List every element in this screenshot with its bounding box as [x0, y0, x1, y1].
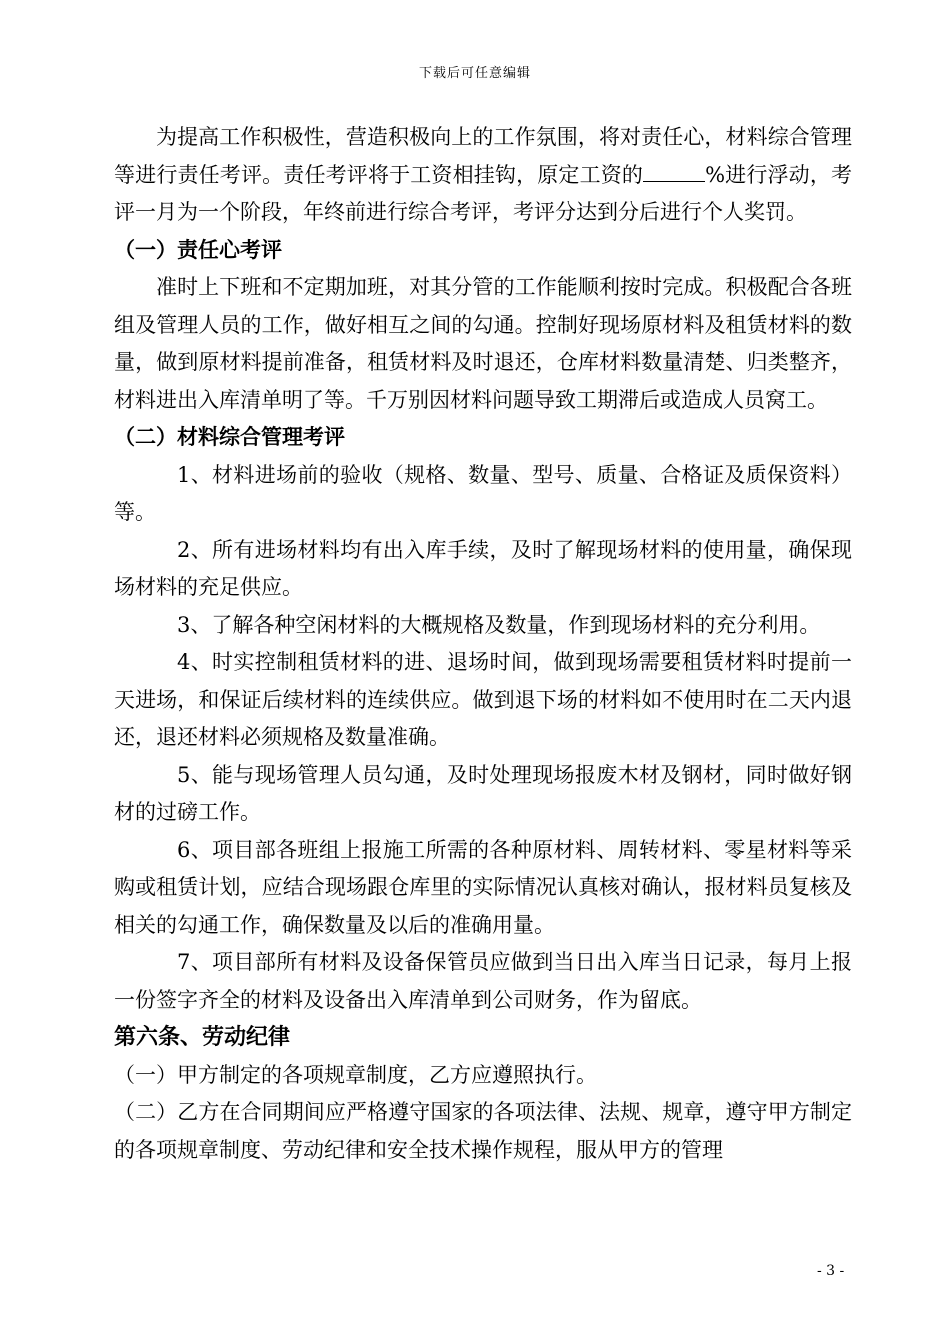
intro-text-after: %进行浮动，考评一月为一个阶段，年终前进行综合考评，考评分达到分后进行个人奖罚。	[114, 162, 852, 224]
discipline-item: （一）甲方制定的各项规章制度，乙方应遵照执行。	[114, 1062, 597, 1087]
material-item: 1、材料进场前的验收（规格、数量、型号、质量、合格证及质保资料）等。	[114, 462, 852, 524]
material-item: 2、所有进场材料均有出入库手续，及时了解现场材料的使用量，确保现场材料的充足供应。	[114, 537, 852, 599]
intro-paragraph	[114, 119, 852, 232]
document-body	[114, 119, 852, 1169]
page-number: - 3 -	[817, 1263, 845, 1279]
section-heading-material-management: （二）材料综合管理考评	[114, 425, 345, 449]
material-item: 3、了解各种空闲材料的大概规格及数量，作到现场材料的充分利用。	[177, 612, 821, 637]
discipline-item: （二）乙方在合同期间应严格遵守国家的各项法律、法规、规章，遵守甲方制定的各项规章制度、劳动纪律和安全技术操作规程，服从甲方的管理	[114, 1100, 852, 1162]
section-heading-responsibility: （一）责任心考评	[114, 237, 282, 262]
material-item: 5、能与现场管理人员勾通，及时处理现场报废木材及钢材，同时做好钢材的过磅工作。	[114, 762, 852, 824]
material-item: 6、项目部各班组上报施工所需的各种原材料、周转材料、零星材料等采购或租赁计划，应结合现场跟仓库里的实际情况认真核对确认，报材料员复核及相关的勾通工作，确保数量及以后的准确用量。	[114, 837, 852, 937]
material-item: 4、时实控制租赁材料的进、退场时间，做到现场需要租赁材料时提前一天进场，和保证后续材料的连续供应。做到退下场的材料如不使用时在二天内退还，退还材料必须规格及数量准确。	[114, 650, 852, 749]
intro-text-before: 为提高工作积极性，营造积极向上的工作氛围，将对责任心，材料综合管理等进行责任考评。责任考评将于工资相挂钩，原定工资的	[114, 125, 852, 187]
percentage-blank	[643, 161, 705, 182]
responsibility-paragraph: 准时上下班和不定期加班，对其分管的工作能顺利按时完成。积极配合各班组及管理人员的工作，做好相互之间的勾通。控制好现场原材料及租赁材料的数量，做到原材料提前准备，租赁材料及时退还，仓库材料数量清楚、归类整齐，材料进出入库清单明了等。千万别因材料问题导致工期滞后或造成人员窝工。	[114, 275, 852, 412]
page-header: 下载后可任意编辑	[418, 66, 531, 81]
material-item: 7、项目部所有材料及设备保管员应做到当日出入库当日记录，每月上报一份签字齐全的材料及设备出入库清单到公司财务，作为留底。	[114, 950, 852, 1012]
article-heading-labor-discipline: 第六条、劳动纪律	[114, 1025, 291, 1050]
